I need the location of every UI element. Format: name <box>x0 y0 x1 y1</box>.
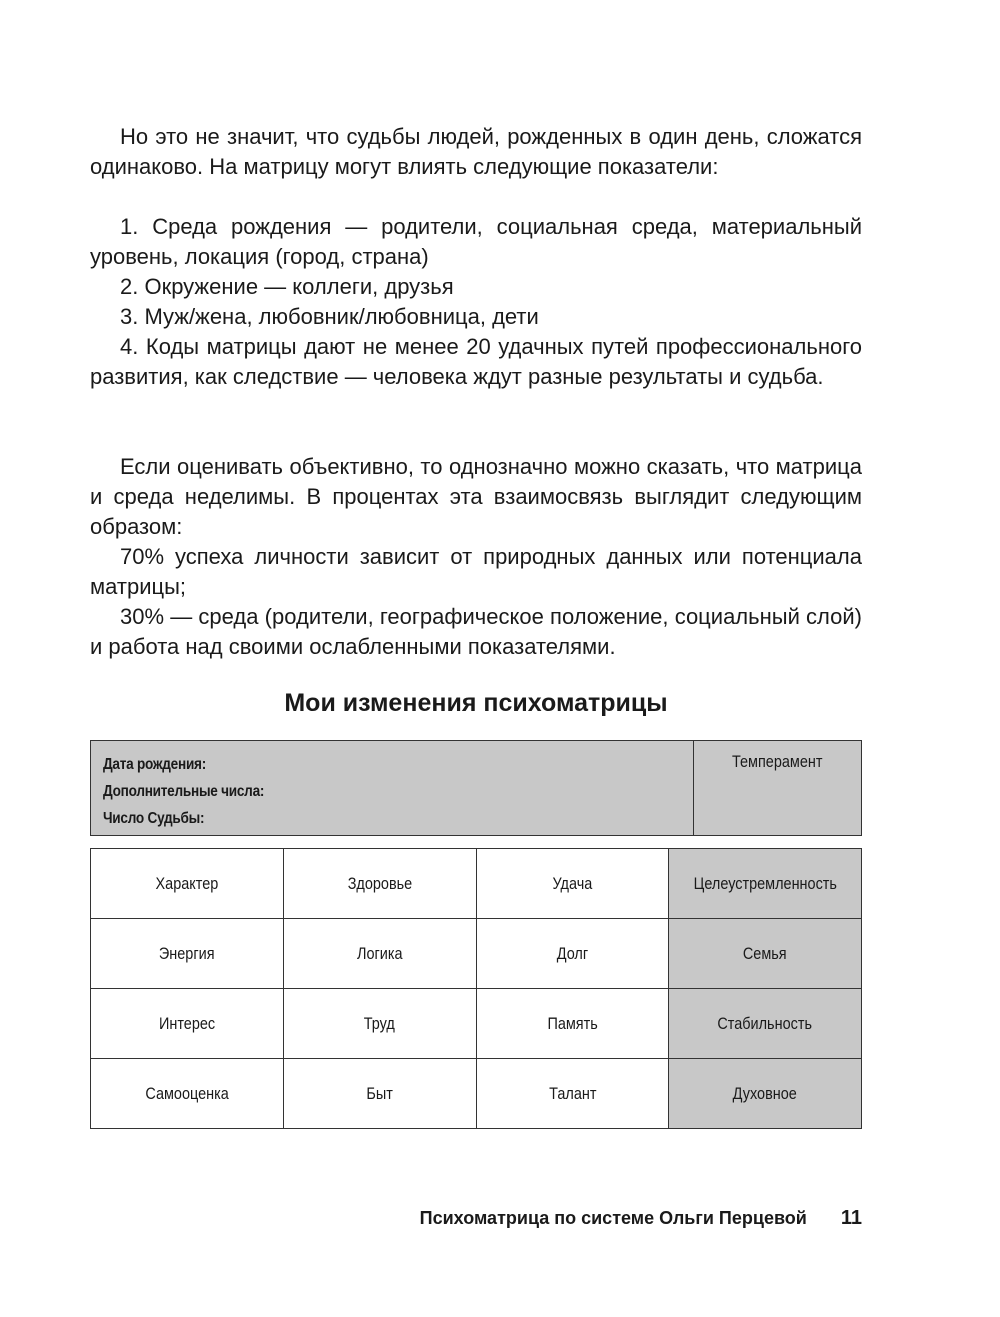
table-cell: Энергия <box>91 919 284 989</box>
table-row <box>91 989 862 1059</box>
temperament-label: Темперамент <box>732 752 823 771</box>
intro-paragraph <box>90 122 862 182</box>
factors-list <box>90 212 862 392</box>
objective-paragraphs <box>90 452 862 662</box>
list-item: 4. Коды матрицы дают не менее 20 удачных путей профессионального развития, как следствие — человека ждут разные результаты и судьба. <box>90 334 862 389</box>
list-item: 3. Муж/жена, любовник/любовница, дети <box>120 304 539 329</box>
table-cell: Здоровье <box>283 849 476 919</box>
temperament-cell <box>694 741 862 836</box>
table-row <box>91 919 862 989</box>
fate-number-label: Число Судьбы: <box>103 810 205 827</box>
matrix-table <box>90 848 862 1129</box>
table-cell: Труд <box>283 989 476 1059</box>
birth-date-label: Дата рождения: <box>103 756 207 773</box>
table-cell: Стабильность <box>669 989 862 1059</box>
table-cell: Семья <box>669 919 862 989</box>
list-item: 2. Окружение — коллеги, друзья <box>120 274 454 299</box>
page-number: 11 <box>840 1207 862 1229</box>
running-title: Психоматрица по системе Ольги Перцевой <box>419 1208 807 1228</box>
table-cell: Логика <box>283 919 476 989</box>
birth-info-cell <box>91 741 694 836</box>
table-cell: Целеустремленность <box>669 849 862 919</box>
table-cell: Характер <box>91 849 284 919</box>
table-cell: Интерес <box>91 989 284 1059</box>
percent-30-text: 30% — среда (родители, географическое положение, социальный слой) и работа над своими ослабленными показателями. <box>90 604 862 659</box>
percent-70-text: 70% успеха личности зависит от природных данных или потенциала матрицы; <box>90 544 862 599</box>
info-table <box>90 740 862 836</box>
table-row <box>91 1059 862 1129</box>
table-cell: Долг <box>476 919 669 989</box>
table-cell: Самооценка <box>91 1059 284 1129</box>
page-footer <box>90 1204 862 1232</box>
list-item: 1. Среда рождения — родители, социальная среда, материальный уровень, локация (город, страна) <box>90 214 862 269</box>
table-cell: Духовное <box>669 1059 862 1129</box>
extra-numbers-label: Дополнительные числа: <box>103 783 265 800</box>
objective-text: Если оценивать объективно, то однозначно можно сказать, что матрица и среда неделимы. В процентах эта взаимосвязь выглядит следующим образом: <box>90 454 862 539</box>
table-cell: Талант <box>476 1059 669 1129</box>
table-cell: Память <box>476 989 669 1059</box>
table-row <box>91 849 862 919</box>
table-cell: Быт <box>283 1059 476 1129</box>
intro-text: Но это не значит, что судьбы людей, рожденных в один день, сложатся одинаково. На матрицу могут влиять следующие показатели: <box>90 124 862 179</box>
section-title: Мои изменения психоматрицы <box>284 689 668 717</box>
table-cell: Удача <box>476 849 669 919</box>
